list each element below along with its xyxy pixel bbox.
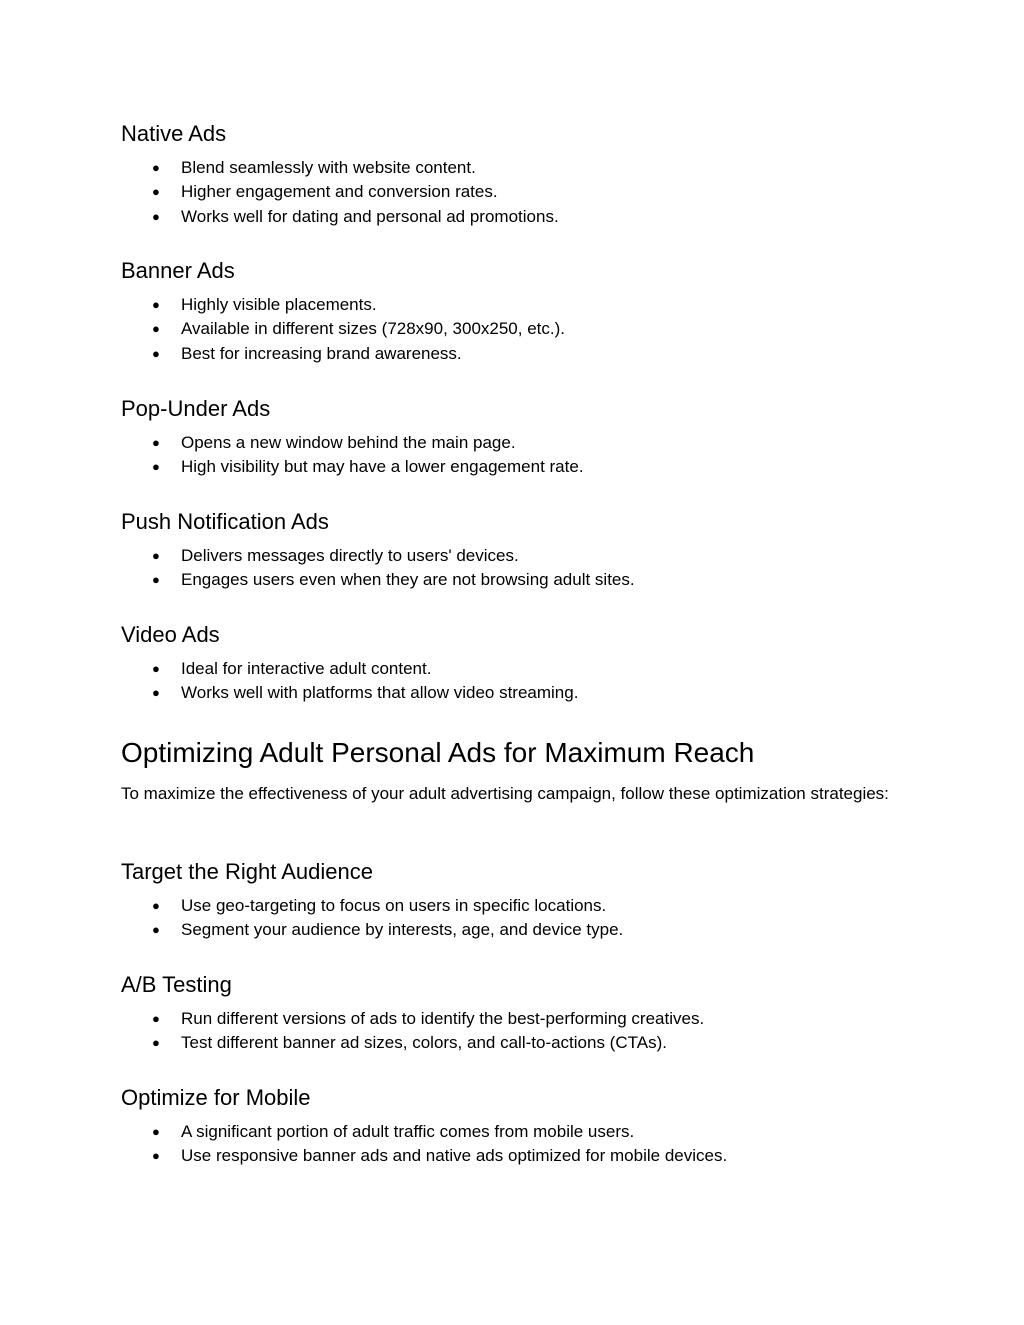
- section-heading: Pop-Under Ads: [121, 396, 271, 421]
- list-item: ● Highly visible placements.: [121, 293, 901, 317]
- section-ab-testing: [121, 972, 901, 1056]
- list-item: ● Available in different sizes (728x90, 300x250, etc.).: [121, 317, 901, 341]
- bullet-icon: ●: [152, 1124, 160, 1139]
- bullet-icon: ●: [152, 1011, 160, 1026]
- bullet-icon: ●: [152, 572, 160, 588]
- bullet-icon: ●: [152, 661, 160, 676]
- bullet-icon: ●: [152, 459, 160, 475]
- bullet-icon: ●: [152, 184, 160, 200]
- section-push-notification-ads: [121, 509, 901, 593]
- section-heading: Video Ads: [121, 622, 220, 647]
- list-item: ● Run different versions of ads to identify the best-performing creatives.: [121, 1007, 901, 1031]
- bullet-list: [121, 544, 901, 593]
- bullet-icon: ●: [152, 321, 160, 337]
- section-heading: Push Notification Ads: [121, 509, 329, 534]
- list-item: ● Engages users even when they are not browsing adult sites.: [121, 568, 901, 592]
- bullet-icon: ●: [152, 898, 160, 913]
- section-video-ads: [121, 622, 901, 706]
- bullet-list: [121, 1007, 901, 1056]
- bullet-icon: ●: [152, 208, 160, 224]
- list-item: ● High visibility but may have a lower engagement rate.: [121, 455, 901, 479]
- list-item: ● Blend seamlessly with website content.: [121, 156, 901, 180]
- section-heading: A/B Testing: [121, 972, 232, 997]
- section-heading: Target the Right Audience: [121, 859, 373, 884]
- section-title: Optimizing Adult Personal Ads for Maximum Reach: [121, 737, 755, 768]
- list-item: ● Best for increasing brand awareness.: [121, 342, 901, 366]
- bullet-list: [121, 431, 901, 480]
- list-item: ● Works well with platforms that allow video streaming.: [121, 681, 901, 705]
- intro-paragraph: To maximize the effectiveness of your adult advertising campaign, follow these optimization strategies:: [121, 784, 889, 803]
- section-optimize-mobile: [121, 1085, 901, 1169]
- bullet-icon: ●: [152, 345, 160, 361]
- bullet-icon: ●: [152, 297, 160, 312]
- bullet-icon: ●: [152, 1148, 160, 1164]
- section-optimizing: [121, 737, 901, 806]
- list-item: ● Works well for dating and personal ad promotions.: [121, 205, 901, 229]
- bullet-list: [121, 657, 901, 706]
- bullet-icon: ●: [152, 435, 160, 450]
- section-native-ads: [121, 121, 901, 229]
- list-item: ● Use responsive banner ads and native ads optimized for mobile devices.: [121, 1144, 901, 1168]
- section-banner-ads: [121, 258, 901, 366]
- list-item: ● Opens a new window behind the main page.: [121, 431, 901, 455]
- bullet-list: [121, 293, 901, 366]
- bullet-list: [121, 894, 901, 943]
- list-item: ● Delivers messages directly to users' devices.: [121, 544, 901, 568]
- list-item: ● Test different banner ad sizes, colors, and call-to-actions (CTAs).: [121, 1031, 901, 1055]
- bullet-list: [121, 156, 901, 229]
- list-item: ● Segment your audience by interests, age, and device type.: [121, 918, 901, 942]
- list-item: ● A significant portion of adult traffic comes from mobile users.: [121, 1120, 901, 1144]
- list-item: ● Use geo-targeting to focus on users in specific locations.: [121, 894, 901, 918]
- section-pop-under-ads: [121, 396, 901, 480]
- section-heading: Banner Ads: [121, 258, 235, 283]
- bullet-icon: ●: [152, 1035, 160, 1051]
- section-target-audience: [121, 859, 901, 943]
- list-item: ● Higher engagement and conversion rates.: [121, 180, 901, 204]
- section-heading: Optimize for Mobile: [121, 1085, 311, 1110]
- bullet-icon: ●: [152, 160, 160, 175]
- bullet-icon: ●: [152, 922, 160, 938]
- list-item: ● Ideal for interactive adult content.: [121, 657, 901, 681]
- bullet-icon: ●: [152, 685, 160, 701]
- bullet-icon: ●: [152, 548, 160, 563]
- section-heading: Native Ads: [121, 121, 227, 146]
- bullet-list: [121, 1120, 901, 1169]
